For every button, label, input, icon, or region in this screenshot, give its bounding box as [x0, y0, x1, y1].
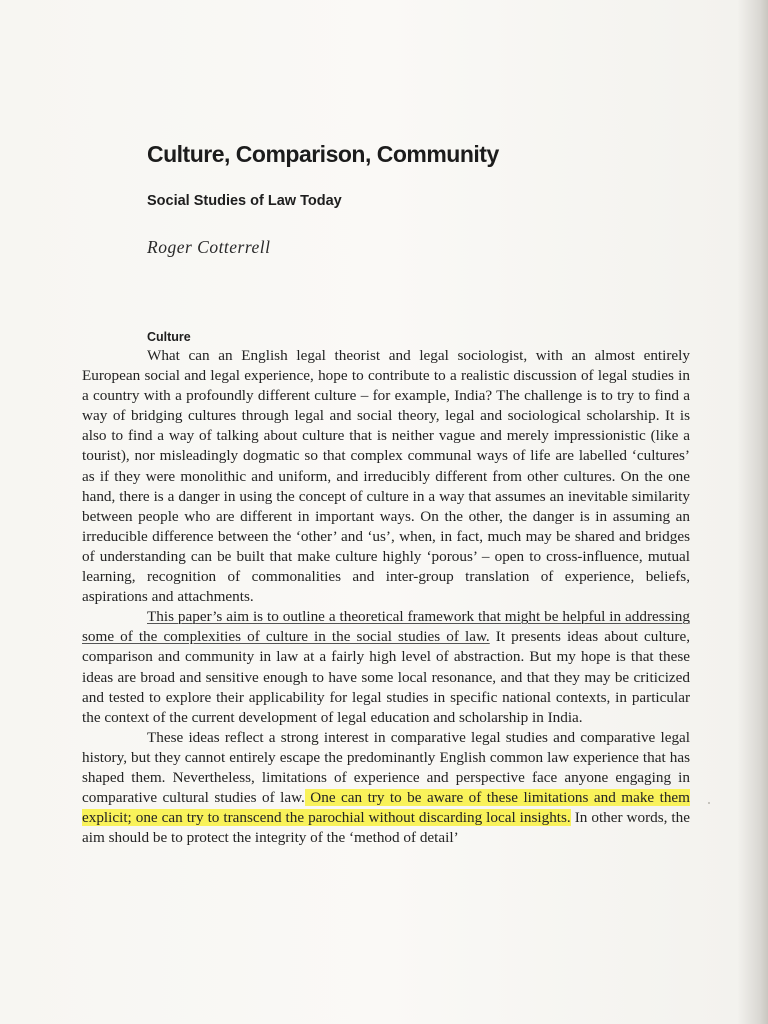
section-heading: Culture	[147, 330, 191, 344]
paragraph-2	[82, 607, 690, 728]
paragraph-3	[82, 728, 690, 849]
page-speck	[708, 802, 710, 804]
document-title: Culture, Comparison, Community	[147, 141, 499, 167]
paragraph-3-start: These ideas reflect a strong interest in comparative legal studies and comparative legal history, but they cannot entirely escape the predominantly English common law experience that has shaped them. Nevertheless, limitations of experience and perspective face anyone engaging in comparative cultural studies of law.	[82, 728, 690, 807]
paragraph-1: What can an English legal theorist and legal sociologist, with an almost entirely European social and legal experience, hope to contribute to a realistic discussion of legal studies in a country with a profoundly different culture – for example, India? The challenge is to try to find a way of bridging cultures through legal and social theory, legal and sociological scholarship. It is also to find a way of talking about culture that is neither vague and merely impressionistic (like a tourist), nor misleadingly dogmatic so that complex communal ways of life are labelled ‘cultures’ as if they were monolithic and uniform, and irreducibly different from other cultures. On the one hand, there is a danger in using the concept of culture in a way that assumes an inevitable similarity between people who are different in important ways. On the other, the danger is in assuming an irreducible difference between the ‘other’ and ‘us’, when, in fact, much may be shared and bridges of understanding can be built that make culture highly ‘porous’ – open to cross-influence, mutual learning, recognition of commonalities and inter-group translation of experience, beliefs, aspirations and attachments.	[82, 347, 690, 606]
underlined-passage: This paper’s aim is to outline a theoretical framework that might be helpful in addressing some of the complexities of culture in the social studies of law.	[82, 608, 690, 646]
body-text	[82, 346, 690, 848]
document-subtitle: Social Studies of Law Today	[147, 193, 342, 209]
highlighted-passage: One can try to be aware of these limitations and make them explicit; one can try to transcend the parochial without discarding local insights.	[82, 789, 690, 827]
paragraph-2-text: It presents ideas about culture, comparison and community in law at a fairly high level of abstraction. But my hope is that these ideas are broad and sensitive enough to have some local resonance, and that they may be criticized and tested to explore their applicability for legal studies in specific national contexts, in particular the context of the current development of legal education and scholarship in India.	[82, 628, 690, 726]
author-name: Roger Cotterrell	[147, 237, 271, 257]
paragraph-3-end: In other words, the aim should be to protect the integrity of the ‘method of detail’	[82, 809, 690, 847]
